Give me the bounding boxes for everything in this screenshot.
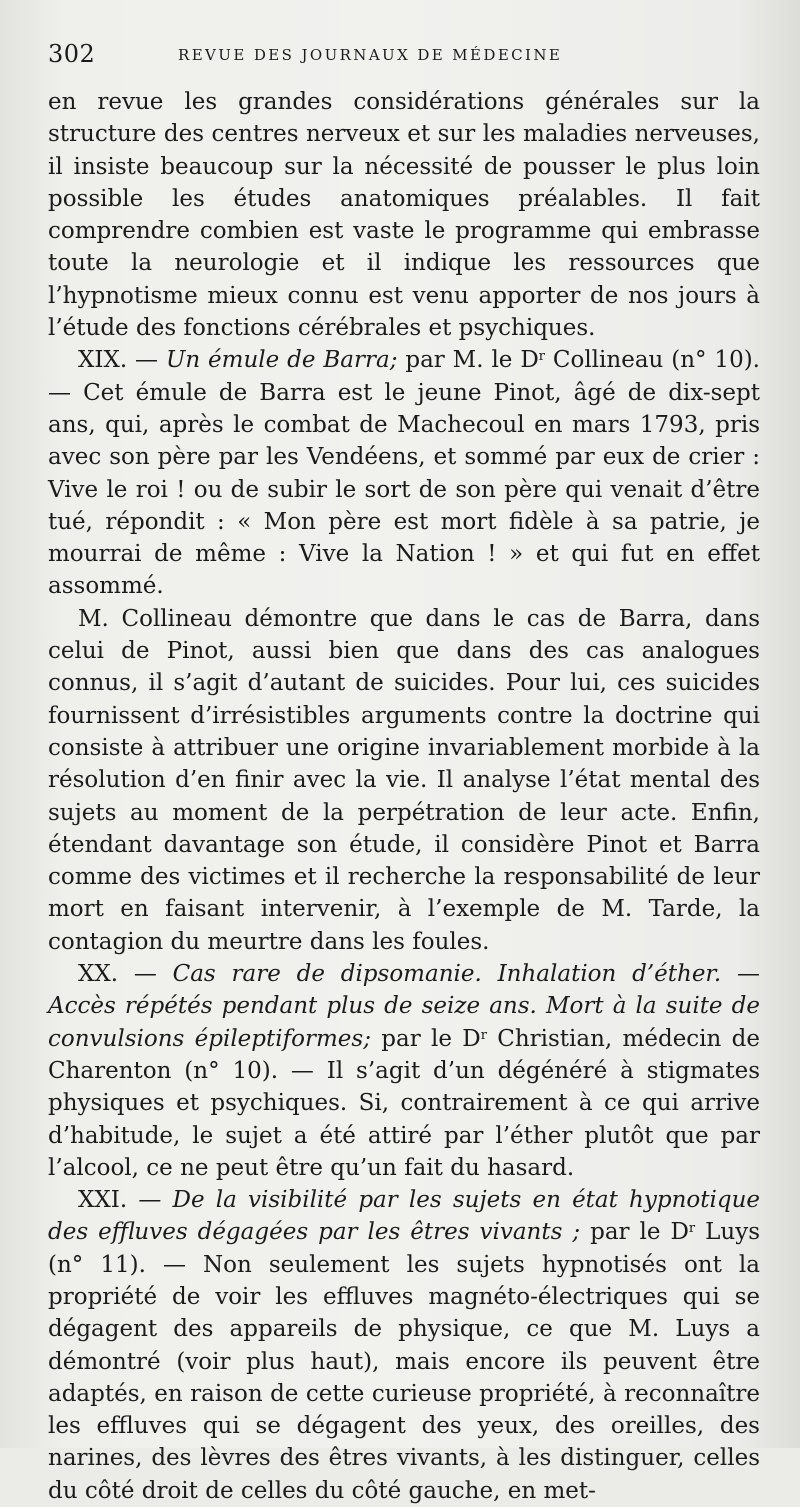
- section-xx: [48, 958, 760, 1184]
- section-xix-author: Collineau (n° 10).: [544, 347, 760, 374]
- section-xxi-title: De la visibilité par les sujets en état hypnotique des effluves dégagées par les êtres vivants ;: [48, 1187, 760, 1246]
- section-xx-title: Cas rare de dipsomanie. Inhalation d’éther. — Accès répétés pendant plus de seize ans. Mort à la suite de convulsions épileptiformes;: [48, 961, 760, 1052]
- section-xix-author-superscript: r: [538, 349, 545, 365]
- section-xx-text: — Il s’agit d’un dégénéré à stigmates physiques et psychiques. Si, contrairement à ce qui arrive d’habitude, le sujet a été attiré par l’éther plutôt que par l’alcool, ce ne peut être qu’un fait du hasard.: [48, 1057, 760, 1181]
- section-xxi-number: XXI. —: [78, 1187, 173, 1214]
- running-title: REVUE DES JOURNAUX DE MÉDECINE: [178, 46, 563, 64]
- section-xxi-text: — Non seulement les sujets hypnotisés ont la propriété de voir les effluves magnéto-électriques qui se dégagent des appareils de physique, ce que M. Luys a démontré (voir plus haut), mais encore ils peuvent être adaptés, en raison de cette curieuse propriété, à reconnaître les effluves qui se dégagent des yeux, des oreilles, des narines, des lèvres des êtres vivants, à les distinguer, celles du côté droit de celles du côté gauche, en met-: [48, 1251, 760, 1504]
- continued-paragraph: en revue les grandes considérations générales sur la structure des centres nerveux et sur les maladies nerveuses, il insiste beaucoup sur la nécessité de pousser le plus loin possible les études anatomiques préalables. Il fait comprendre combien est vaste le programme qui embrasse toute la neurologie et il indique les ressources que l’hypnotisme mieux connu est venu apporter de nos jours à l’étude des fonctions cérébrales et psychiques.: [48, 89, 760, 342]
- section-xix: [48, 344, 760, 602]
- section-xxi-author: Luys (n° 11).: [48, 1219, 761, 1278]
- section-xix-paragraph-2: M. Collineau démontre que dans le cas de Barra, dans celui de Pinot, aussi bien que dans des cas analogues connus, il s’agit d’autant de suicides. Pour lui, ces suicides fournissent d’irrésistibles arguments contre la doctrine qui consiste à attribuer une origine invariablement morbide à la résolution d’en finir avec la vie. Il analyse l’état mental des sujets au moment de la perpétration de leur acte. Enfin, étendant davantage son étude, il considère Pinot et Barra comme des victimes et il recherche la responsabilité de leur mort en faisant intervenir, à l’exemple de M. Tarde, la contagion du meurtre dans les foules.: [48, 605, 760, 955]
- section-xx-author: Christian, médecin de Charenton (n° 10).: [48, 1025, 760, 1084]
- section-xxi-author-prefix: par le D: [580, 1219, 689, 1246]
- page-header: [48, 40, 760, 80]
- section-xxi-author-superscript: r: [688, 1221, 696, 1237]
- page-number: 302: [48, 40, 96, 68]
- section-xix-title: Un émule de Barra;: [165, 347, 398, 374]
- section-xix-text: — Cet émule de Barra est le jeune Pinot, âgé de dix-sept ans, qui, après le combat de Machecoul en mars 1793, pris avec son père par les Vendéens, et sommé par eux de crier : Vive le roi ! ou de subir le sort de son père qui venait d’être tué, répondit : « Mon père est mort fidèle à sa patrie, je mourrai de même : Vive la Nation ! » et qui fut en effet assommé.: [48, 379, 760, 600]
- section-xx-author-superscript: r: [480, 1027, 487, 1043]
- section-xix-number: XIX. —: [78, 347, 166, 374]
- section-xxi: [48, 1184, 760, 1507]
- section-xx-number: XX. —: [78, 961, 173, 988]
- page-body: [48, 86, 760, 1507]
- section-xix-author-prefix: par M. le D: [397, 347, 539, 374]
- section-xx-author-prefix: par le D: [370, 1025, 481, 1052]
